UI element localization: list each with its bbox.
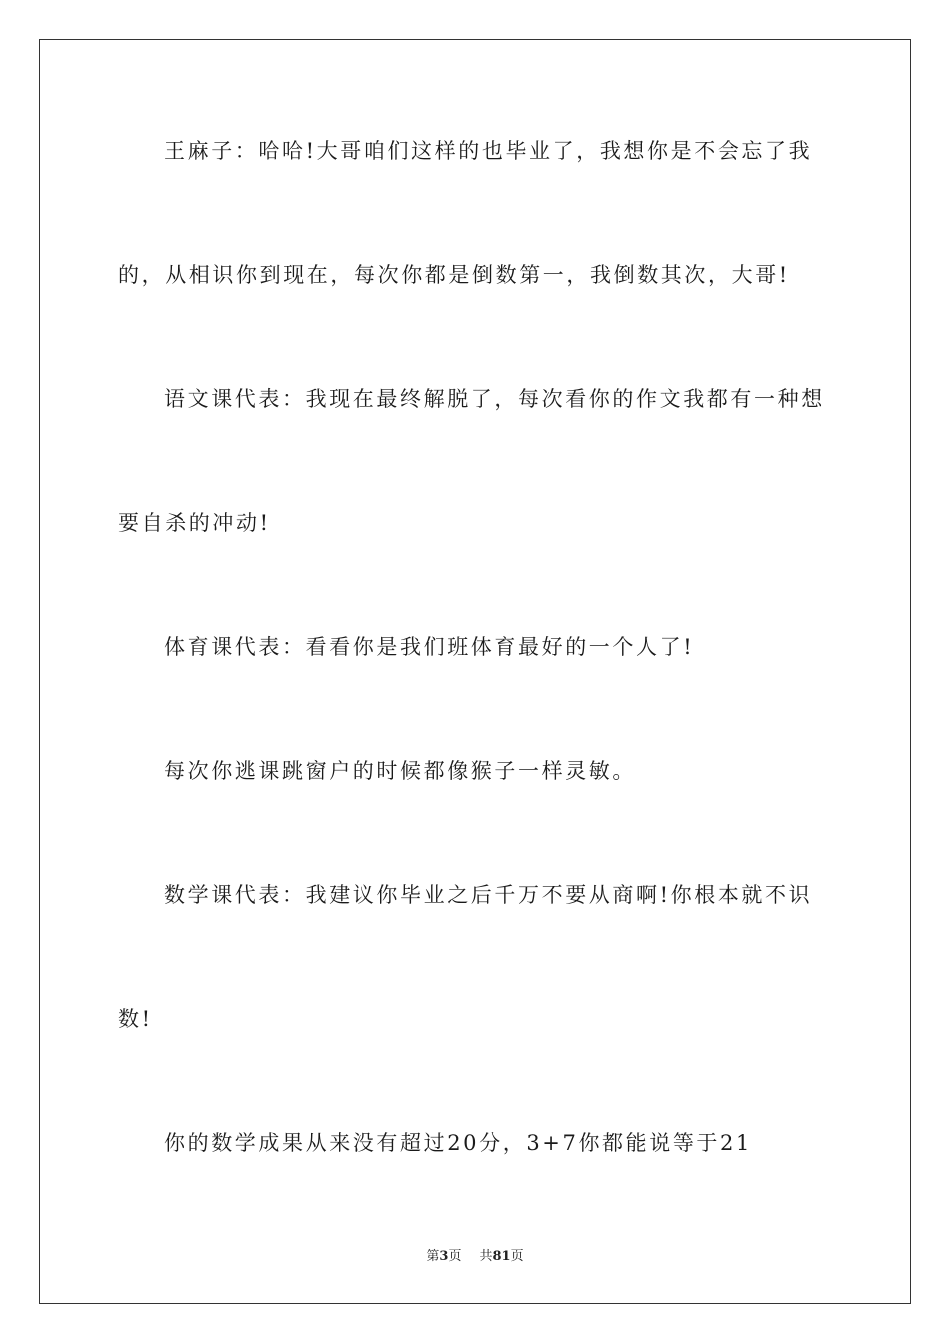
text-line: 语文课代表：我现在最终解脱了，每次看你的作文我都有一种想 (164, 387, 825, 411)
text-line: 的，从相识你到现在，每次你都是倒数第一，我倒数其次，大哥! (118, 263, 790, 287)
text-line: 体育课代表：看看你是我们班体育最好的一个人了! (164, 635, 695, 659)
total-suffix: 页 (510, 1249, 524, 1264)
total-pages-indicator (479, 1249, 523, 1264)
text-line: 数! (118, 1007, 153, 1031)
text-line: 每次你逃课跳窗户的时候都像猴子一样灵敏。 (164, 759, 636, 783)
page-prefix: 第 (426, 1249, 440, 1264)
text-line: 你的数学成果从来没有超过20分，3+7你都能说等于21 (164, 1131, 752, 1155)
text-line: 要自杀的冲动! (118, 511, 271, 535)
total-pages: 81 (492, 1249, 511, 1264)
page-footer (0, 1245, 950, 1264)
text-line: 数学课代表：我建议你毕业之后千万不要从商啊!你根本就不识 (164, 883, 813, 907)
page-suffix: 页 (448, 1249, 462, 1264)
page-indicator (426, 1249, 461, 1264)
page-number: 3 (439, 1249, 449, 1264)
total-prefix: 共 (479, 1249, 493, 1264)
page-border (39, 39, 911, 1304)
text-line: 王麻子：哈哈!大哥咱们这样的也毕业了，我想你是不会忘了我 (164, 139, 813, 163)
